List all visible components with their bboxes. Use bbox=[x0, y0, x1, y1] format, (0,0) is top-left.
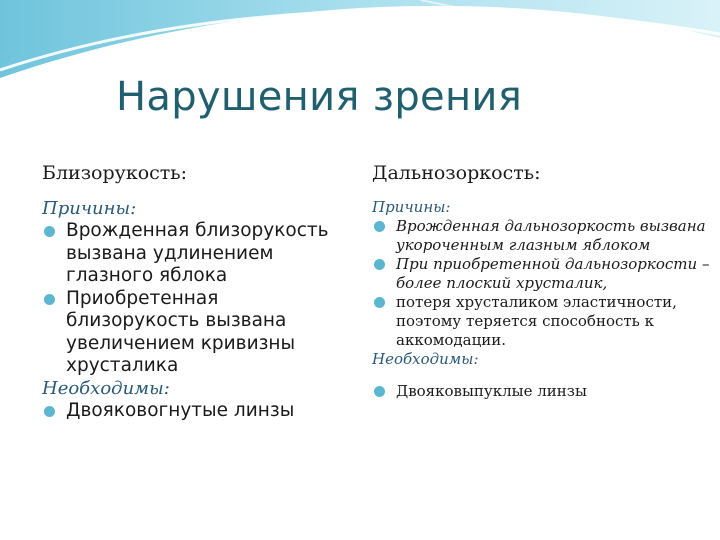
myopia-needed-list bbox=[42, 400, 342, 423]
myopia-column bbox=[42, 158, 342, 422]
bullet-icon bbox=[44, 294, 55, 305]
list-item bbox=[372, 255, 712, 293]
list-item bbox=[372, 217, 712, 255]
hyperopia-causes-list bbox=[372, 217, 712, 350]
list-item bbox=[42, 288, 342, 378]
myopia-causes-list bbox=[42, 220, 342, 378]
list-item bbox=[42, 400, 342, 423]
hyperopia-heading: Дальнозоркость: bbox=[372, 162, 541, 184]
hyperopia-needed-list bbox=[372, 382, 712, 401]
bullet-icon bbox=[44, 406, 55, 417]
hyperopia-needed-label: Необходимы: bbox=[372, 350, 479, 368]
bullet-icon bbox=[374, 259, 385, 270]
bullet-icon bbox=[374, 386, 385, 397]
list-item-text: При приобретенной дальнозоркости – более плоский хрусталик, bbox=[396, 255, 710, 292]
slide-title: Нарушения зрения bbox=[116, 74, 523, 120]
list-item-text: Двояковыпуклые линзы bbox=[396, 382, 587, 400]
list-item bbox=[42, 220, 342, 288]
bullet-icon bbox=[44, 226, 55, 237]
bullet-icon bbox=[374, 297, 385, 308]
list-item-text: Приобретенная близорукость вызвана увеличением кривизны хрусталика bbox=[66, 287, 296, 376]
list-item bbox=[372, 293, 712, 350]
hyperopia-causes-label: Причины: bbox=[372, 198, 451, 216]
list-item bbox=[372, 382, 712, 401]
list-item-text: потеря хрусталиком эластичности, поэтому теряется способность к аккомодации. bbox=[396, 293, 677, 349]
hyperopia-column bbox=[372, 158, 712, 401]
myopia-needed-label: Необходимы: bbox=[42, 377, 170, 399]
bullet-icon bbox=[374, 221, 385, 232]
list-item-text: Двояковогнутые линзы bbox=[66, 399, 295, 421]
myopia-causes-label: Причины: bbox=[42, 198, 137, 219]
myopia-heading: Близорукость: bbox=[42, 162, 188, 184]
list-item-text: Врожденная близорукость вызвана удлинением глазного яблока bbox=[66, 220, 329, 286]
list-item-text: Врожденная дальнозоркость вызвана укороченным глазным яблоком bbox=[396, 217, 706, 254]
